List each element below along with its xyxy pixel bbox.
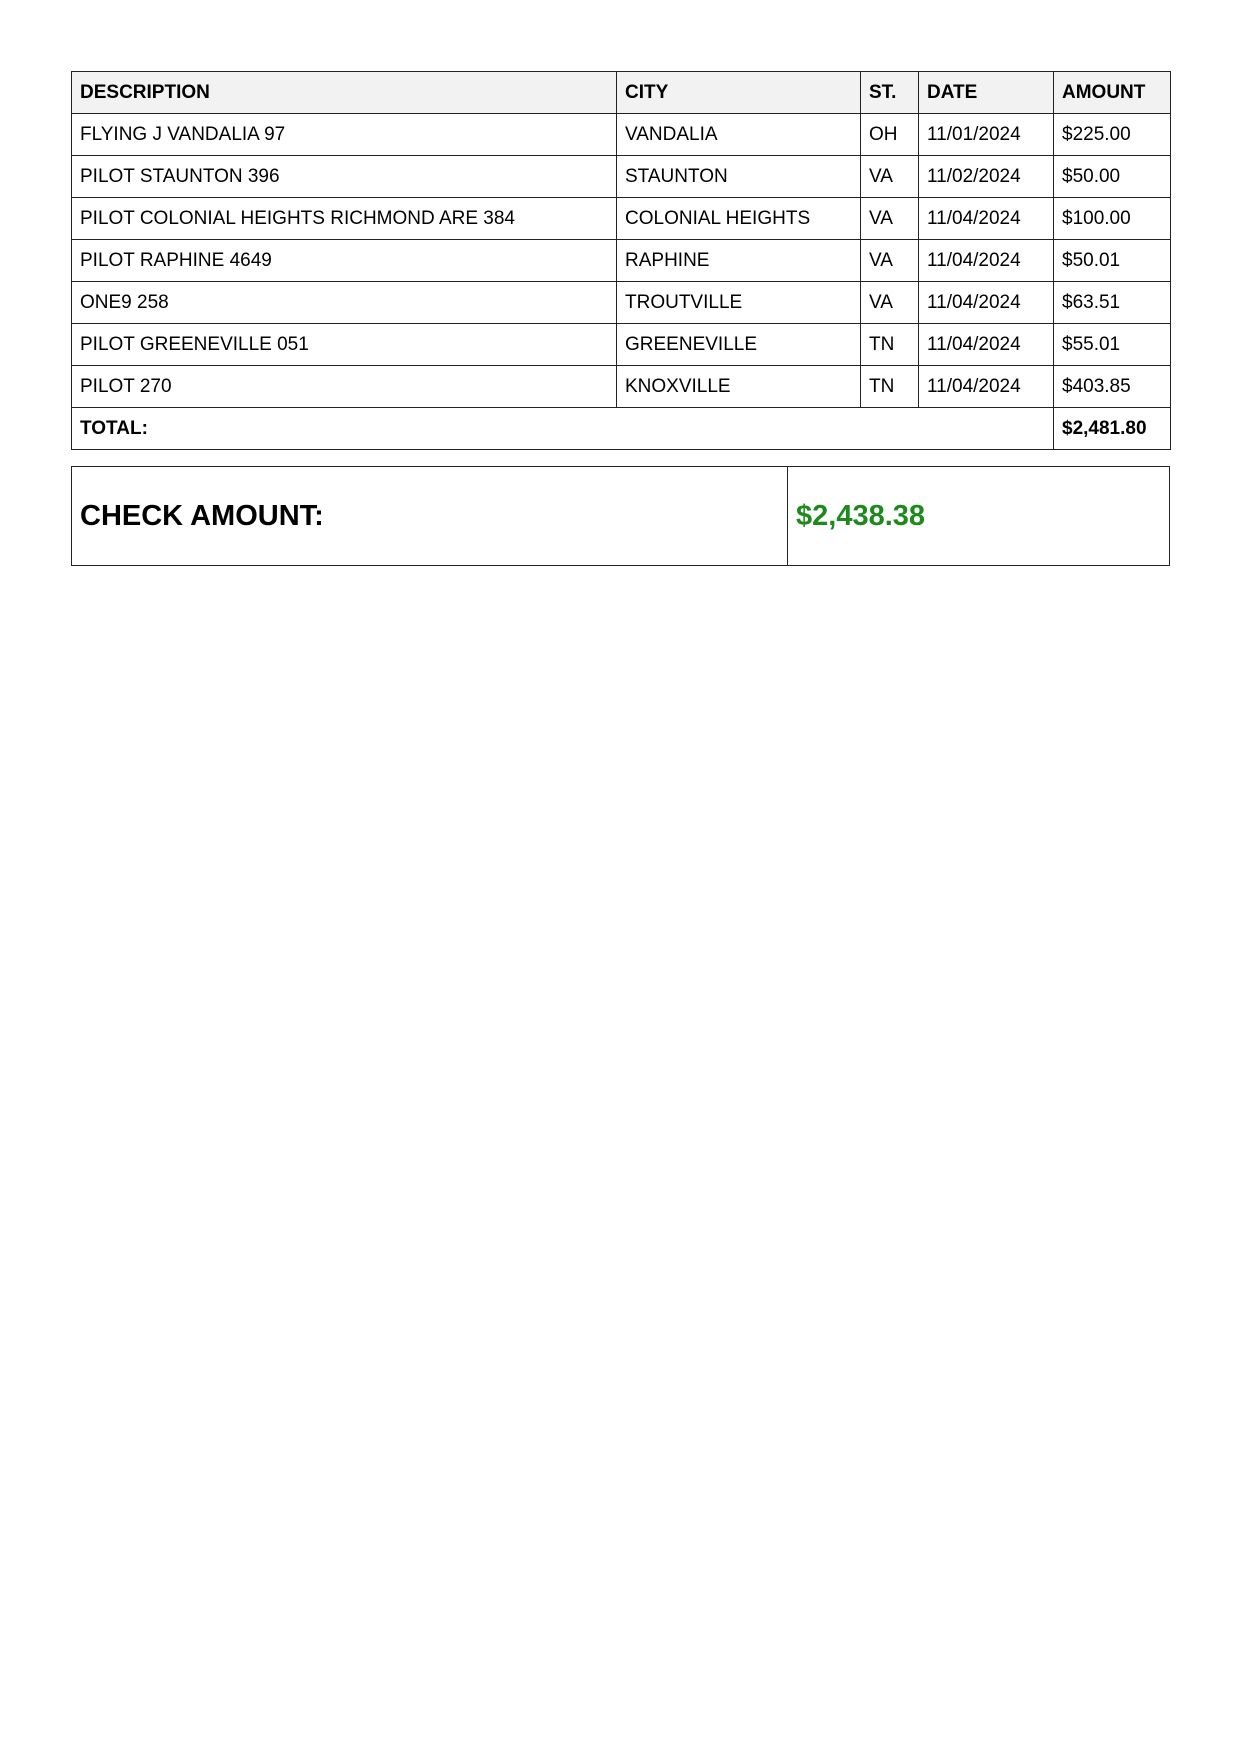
table-row (72, 156, 1171, 198)
expense-sheet (71, 71, 1170, 566)
row-date: 11/04/2024 (919, 324, 1054, 366)
row-amount: $100.00 (1054, 198, 1171, 240)
row-date: 11/04/2024 (919, 282, 1054, 324)
row-state: VA (861, 156, 919, 198)
row-date: 11/04/2024 (919, 198, 1054, 240)
row-state: VA (861, 198, 919, 240)
row-state: TN (861, 366, 919, 408)
row-date: 11/02/2024 (919, 156, 1054, 198)
check-amount-label: CHECK AMOUNT: (72, 467, 788, 565)
column-header-date: DATE (919, 72, 1054, 114)
row-city: KNOXVILLE (617, 366, 861, 408)
row-city: GREENEVILLE (617, 324, 861, 366)
row-state: OH (861, 114, 919, 156)
column-header-city: CITY (617, 72, 861, 114)
row-amount: $50.00 (1054, 156, 1171, 198)
row-state: VA (861, 282, 919, 324)
row-city: STAUNTON (617, 156, 861, 198)
row-city: VANDALIA (617, 114, 861, 156)
row-city: COLONIAL HEIGHTS (617, 198, 861, 240)
row-amount: $403.85 (1054, 366, 1171, 408)
row-city: TROUTVILLE (617, 282, 861, 324)
row-date: 11/01/2024 (919, 114, 1054, 156)
row-description: PILOT GREENEVILLE 051 (72, 324, 617, 366)
row-date: 11/04/2024 (919, 366, 1054, 408)
row-description: PILOT STAUNTON 396 (72, 156, 617, 198)
check-amount-value: $2,438.38 (796, 499, 926, 532)
row-amount: $63.51 (1054, 282, 1171, 324)
row-description: PILOT 270 (72, 366, 617, 408)
expense-table (71, 71, 1171, 450)
row-amount: $50.01 (1054, 240, 1171, 282)
table-row (72, 240, 1171, 282)
table-header-row (72, 72, 1171, 114)
table-row (72, 324, 1171, 366)
row-amount: $55.01 (1054, 324, 1171, 366)
table-row (72, 114, 1171, 156)
column-header-state: ST. (861, 72, 919, 114)
total-row (72, 408, 1171, 450)
column-header-amount: AMOUNT (1054, 72, 1171, 114)
column-header-description: DESCRIPTION (72, 72, 617, 114)
row-state: TN (861, 324, 919, 366)
table-row (72, 366, 1171, 408)
check-amount-box (71, 466, 1170, 566)
row-description: PILOT COLONIAL HEIGHTS RICHMOND ARE 384 (72, 198, 617, 240)
total-label: TOTAL: (72, 408, 1054, 450)
row-state: VA (861, 240, 919, 282)
row-amount: $225.00 (1054, 114, 1171, 156)
table-row (72, 282, 1171, 324)
row-date: 11/04/2024 (919, 240, 1054, 282)
row-description: FLYING J VANDALIA 97 (72, 114, 617, 156)
row-description: ONE9 258 (72, 282, 617, 324)
table-row (72, 198, 1171, 240)
row-city: RAPHINE (617, 240, 861, 282)
total-value: $2,481.80 (1054, 408, 1171, 450)
row-description: PILOT RAPHINE 4649 (72, 240, 617, 282)
